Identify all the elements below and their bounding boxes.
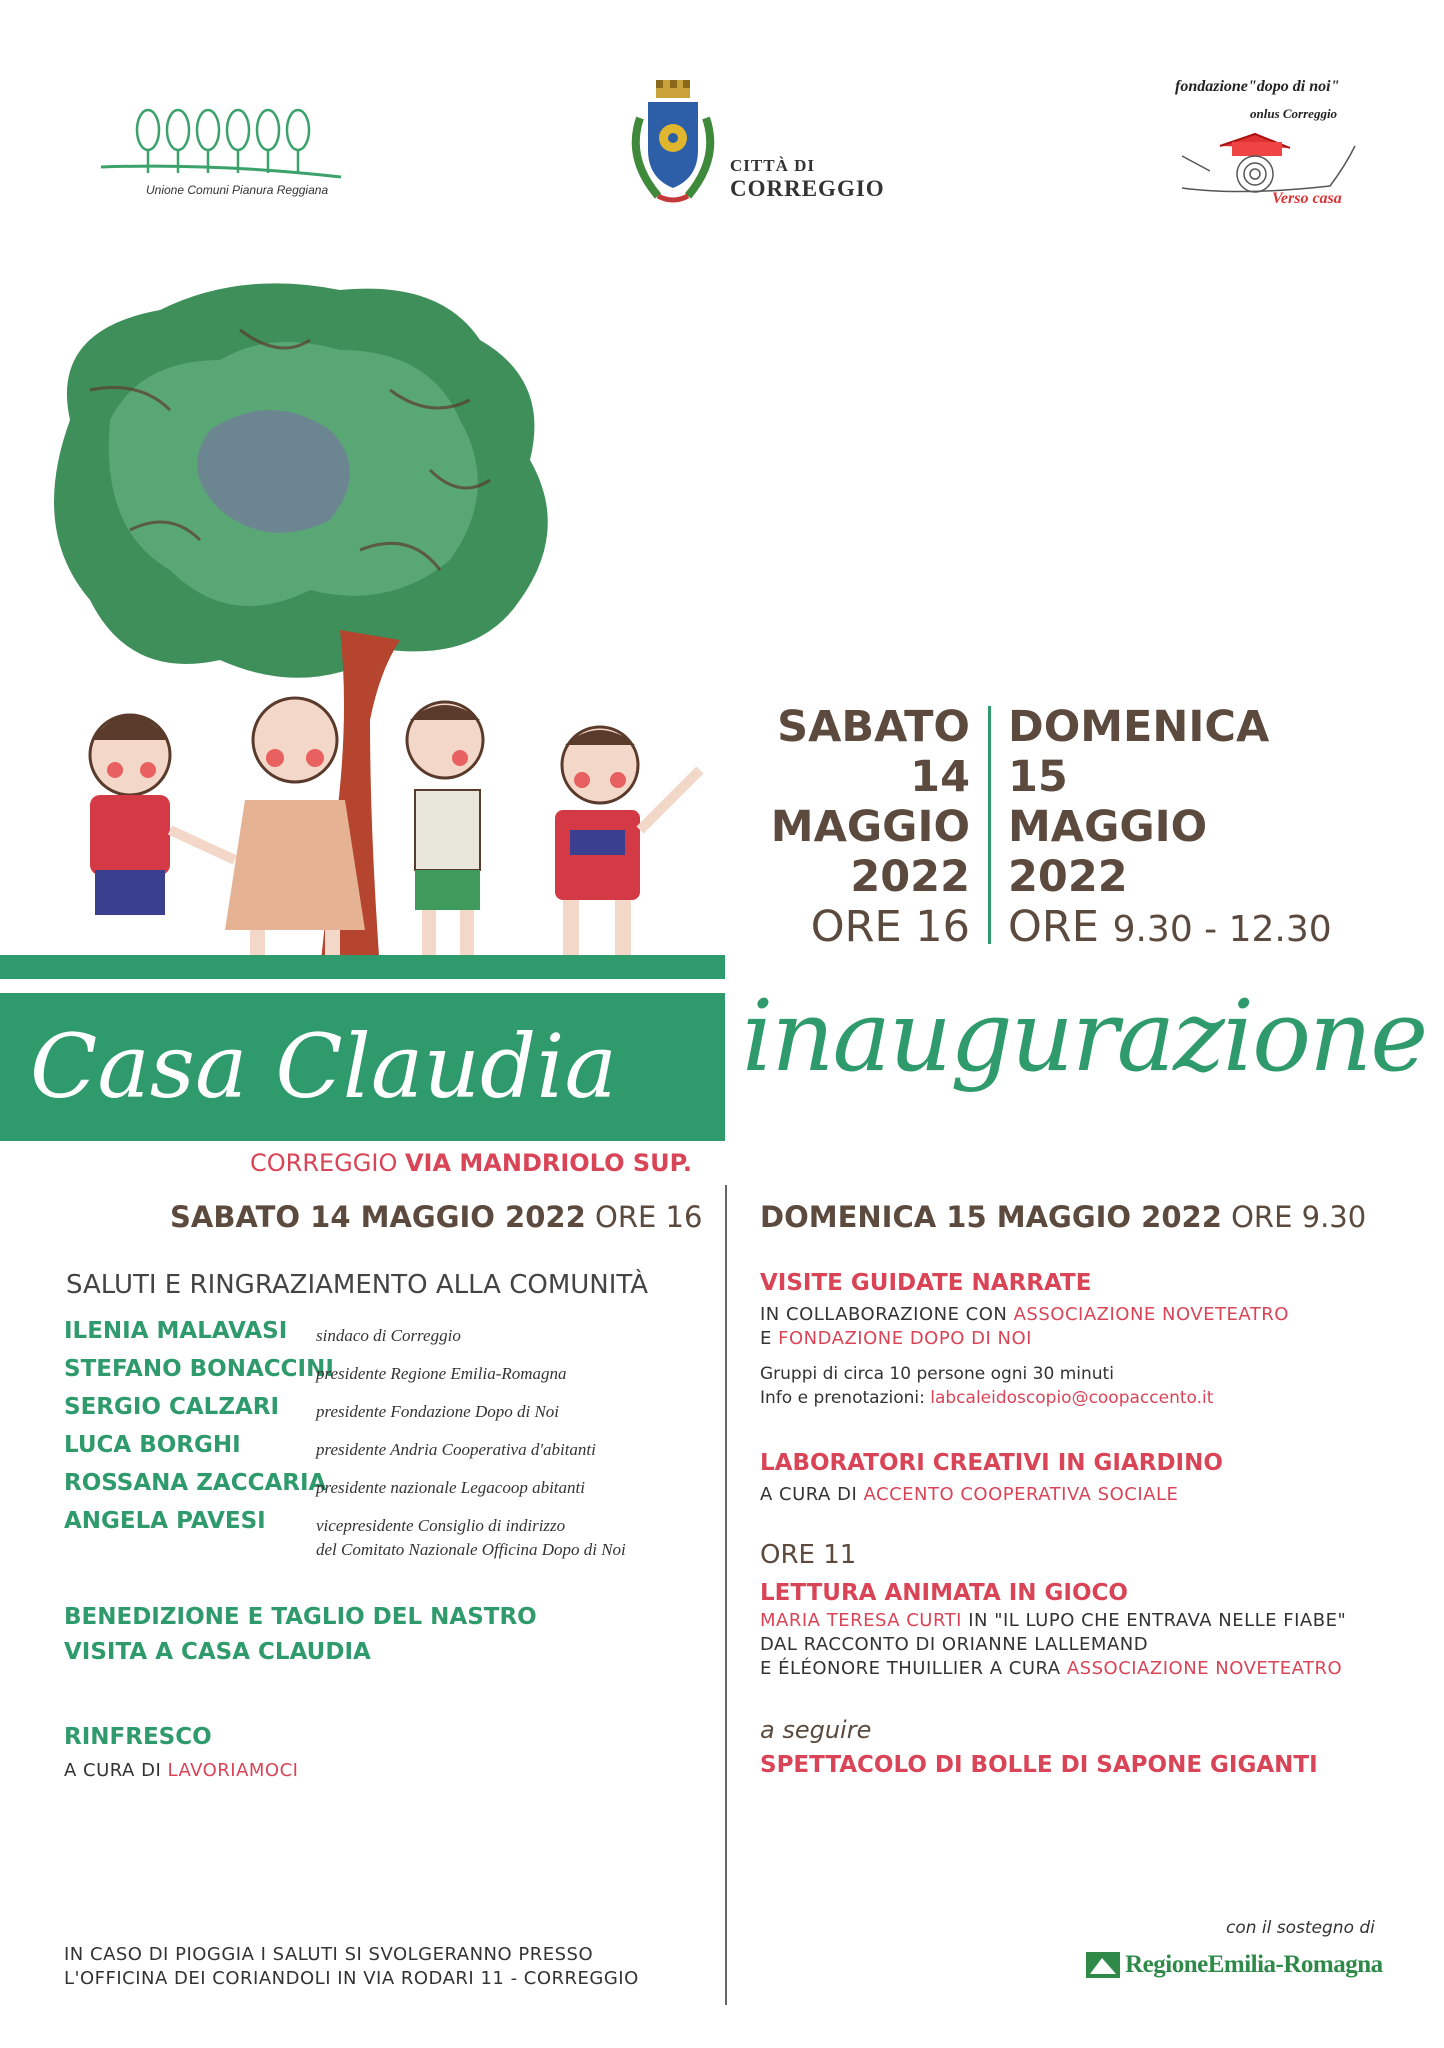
- date-divider: [988, 706, 991, 944]
- region-logo: [1086, 1950, 1383, 1984]
- speaker-name: ANGELA PAVESI: [64, 1508, 266, 1534]
- visit: VISITA A CASA CLAUDIA: [64, 1639, 371, 1665]
- speaker-name: STEFANO BONACCINI: [64, 1356, 334, 1382]
- foundation-line3: Verso casa: [1272, 190, 1342, 207]
- visits-title: VISITE GUIDATE NARRATE: [760, 1270, 1092, 1296]
- sun-month: MAGGIO: [1008, 802, 1208, 852]
- refresh-by: [64, 1760, 298, 1781]
- refresh: RINFRESCO: [64, 1724, 212, 1750]
- right-header-light: ORE 9.30: [1231, 1200, 1367, 1234]
- reading-org: ASSOCIAZIONE NOVETEATRO: [1066, 1658, 1343, 1679]
- sat-num: 14: [910, 752, 970, 802]
- left-subtitle: SALUTI E RINGRAZIAMENTO ALLA COMUNITÀ: [66, 1270, 649, 1300]
- collab-org: ASSOCIAZIONE NOVETEATRO: [1013, 1304, 1289, 1325]
- speaker-role: vicepresidente Consiglio di indirizzo: [316, 1516, 566, 1535]
- lab-by: [760, 1484, 1178, 1505]
- sat-time: ORE 16: [810, 902, 970, 952]
- sat-year: 2022: [850, 852, 970, 902]
- left-header-light: ORE 16: [595, 1200, 703, 1234]
- sat-month: MAGGIO: [770, 802, 970, 852]
- speaker-row: [64, 1470, 326, 1496]
- region-name: RegioneEmilia-Romagna: [1125, 1951, 1383, 1978]
- collab2-org: FONDAZIONE DOPO DI NOI: [778, 1328, 1032, 1349]
- speaker-role: presidente Andria Cooperativa d'abitanti: [316, 1440, 596, 1459]
- booking-email-link[interactable]: labcaleidoscopio@coopaccento.it: [930, 1388, 1214, 1408]
- collab-line2: [760, 1328, 1032, 1349]
- speaker-name: SERGIO CALZARI: [64, 1394, 280, 1420]
- booking-info: [760, 1388, 1213, 1408]
- speaker-row: [64, 1508, 266, 1534]
- speaker-role: presidente nazionale Legacoop abitanti: [316, 1478, 585, 1497]
- lab-org: ACCENTO COOPERATIVA SOCIALE: [863, 1484, 1179, 1505]
- sun-num: 15: [1008, 752, 1068, 802]
- left-header-bold: SABATO 14 MAGGIO 2022: [170, 1200, 586, 1234]
- reading-line3: [760, 1658, 1342, 1679]
- speaker-row: [64, 1432, 241, 1458]
- city-line2: CORREGGIO: [730, 176, 885, 201]
- right-header-bold: DOMENICA 15 MAGGIO 2022: [760, 1200, 1222, 1234]
- right-header: [760, 1200, 1366, 1234]
- time-11: ORE 11: [760, 1540, 857, 1570]
- green-stripe: [0, 955, 725, 979]
- foundation-line2: onlus Correggio: [1250, 106, 1338, 121]
- address-city: CORREGGIO: [250, 1149, 398, 1177]
- union-caption: Unione Comuni Pianura Reggiana: [146, 183, 329, 197]
- reading-line2: DAL RACCONTO DI ORIANNE LALLEMAND: [760, 1634, 1149, 1655]
- refresh-by-prefix: A CURA DI: [64, 1760, 162, 1781]
- sun-day: DOMENICA: [1008, 702, 1270, 752]
- blessing: BENEDIZIONE E TAGLIO DEL NASTRO: [64, 1604, 537, 1630]
- collab-line1: [760, 1304, 1289, 1325]
- event-title: inaugurazione: [742, 980, 1427, 1094]
- union-logo: [96, 105, 346, 201]
- date-saturday: [730, 702, 970, 952]
- support-text: con il sostegno di: [1226, 1918, 1375, 1938]
- speaker-role: presidente Fondazione Dopo di Noi: [316, 1402, 560, 1421]
- region-mark-icon: [1086, 1950, 1120, 1980]
- trees-icon: [96, 105, 346, 185]
- collab2-prefix: E: [760, 1328, 772, 1349]
- column-divider: [725, 1185, 727, 2005]
- groups-info: Gruppi di circa 10 persone ogni 30 minuti: [760, 1364, 1114, 1384]
- lab-title: LABORATORI CREATIVI IN GIARDINO: [760, 1450, 1223, 1476]
- reading-author: MARIA TERESA CURTI: [760, 1610, 962, 1631]
- reading-title: LETTURA ANIMATA IN GIOCO: [760, 1580, 1128, 1606]
- speaker-name: ILENIA MALAVASI: [64, 1318, 288, 1344]
- bubbles-title: SPETTACOLO DI BOLLE DI SAPONE GIGANTI: [760, 1752, 1318, 1778]
- address-street: VIA MANDRIOLO SUP.: [404, 1149, 692, 1177]
- speaker-name: LUCA BORGHI: [64, 1432, 241, 1458]
- speaker-name: ROSSANA ZACCARIA: [64, 1470, 327, 1496]
- sun-year: 2022: [1008, 852, 1128, 902]
- sat-day: SABATO: [777, 702, 970, 752]
- speaker-role-continued: del Comitato Nazionale Officina Dopo di Noi: [316, 1540, 626, 1559]
- city-line1: CITTÀ DI: [730, 156, 815, 175]
- rain-line2: L'OFFICINA DEI CORIANDOLI IN VIA RODARI 11 - CORREGGIO: [64, 1968, 639, 1989]
- date-sunday: [1008, 702, 1428, 955]
- sun-time-prefix: ORE: [1008, 902, 1099, 952]
- speaker-role: presidente Regione Emilia-Romagna: [316, 1364, 567, 1383]
- refresh-org: LAVORIAMOCI: [167, 1760, 299, 1781]
- booking-prefix: Info e prenotazioni:: [760, 1388, 925, 1408]
- sun-time: [1008, 902, 1428, 955]
- tree-children-illustration: [10, 270, 730, 960]
- foundation-logo: [1172, 78, 1392, 218]
- sun-time-value: 9.30 - 12.30: [1112, 909, 1332, 950]
- address: [250, 1149, 692, 1177]
- follow-text: a seguire: [760, 1716, 872, 1744]
- coat-of-arms-icon: [618, 78, 728, 213]
- reading-line3-text: E ÉLÉONORE THUILLIER A CURA: [760, 1658, 1061, 1679]
- speaker-row: [64, 1394, 279, 1420]
- snail-house-icon: [1180, 126, 1370, 196]
- speaker-role: sindaco di Correggio: [316, 1326, 461, 1345]
- city-logo: [618, 78, 918, 213]
- venue-title: Casa Claudia: [30, 1015, 617, 1118]
- speaker-row: [64, 1318, 287, 1344]
- reading-mid: IN "IL LUPO CHE ENTRAVA NELLE FIABE": [968, 1610, 1347, 1631]
- foundation-line1: fondazione"dopo di noi": [1175, 78, 1340, 95]
- rain-line1: IN CASO DI PIOGGIA I SALUTI SI SVOLGERANNO PRESSO: [64, 1944, 594, 1965]
- title-banner: [0, 993, 725, 1141]
- lab-by-prefix: A CURA DI: [760, 1484, 858, 1505]
- reading-line1: [760, 1610, 1346, 1631]
- left-header: [170, 1200, 702, 1234]
- speaker-row: [64, 1356, 334, 1382]
- rain-notice: [64, 1943, 639, 1991]
- collab-prefix: IN COLLABORAZIONE CON: [760, 1304, 1008, 1325]
